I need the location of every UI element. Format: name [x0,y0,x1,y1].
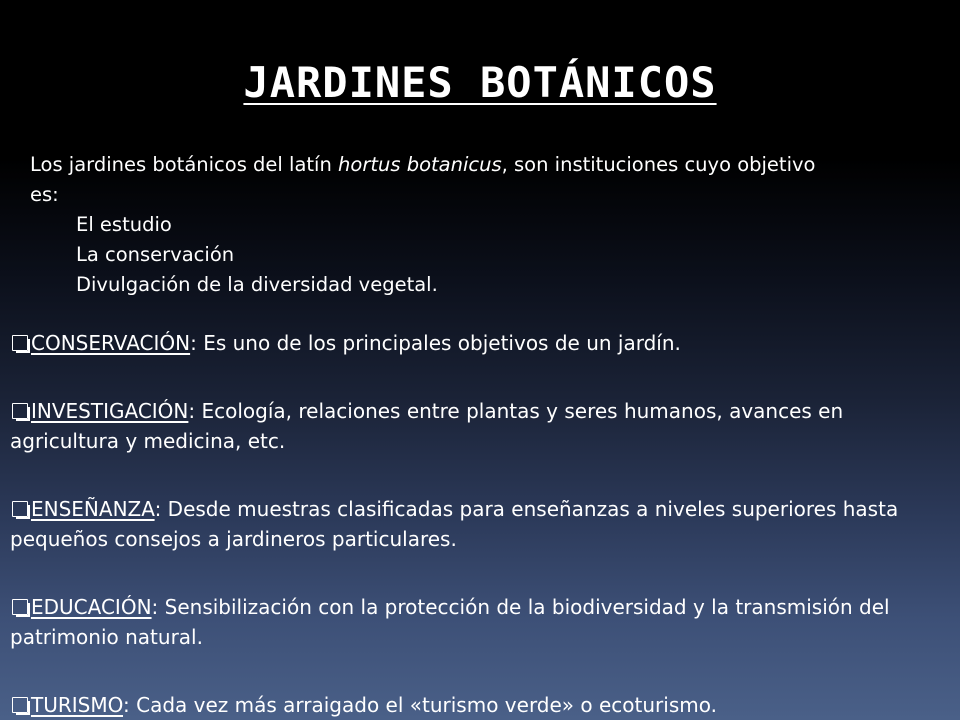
checkbox-square-icon [12,599,28,615]
checkbox-square-icon [12,403,28,419]
bullet-separator: : [188,399,196,423]
slide-title [0,58,960,107]
bullet-text: Ecología, relaciones entre plantas y seres humanos, avances en agricultura y medicina, etc. [10,399,844,453]
intro-list-item: Divulgación de la diversidad vegetal. [76,273,438,296]
intro-list [30,210,830,300]
bullet-keyword: CONSERVACIÓN [31,331,191,355]
intro-latin-term: hortus botanicus [338,153,502,176]
bullet-separator: : [190,331,197,355]
intro-text [30,150,830,210]
bullet-conservacion [10,328,940,358]
checkbox-square-icon [12,501,28,517]
slide-title-text: JARDINES BOTÁNICOS [243,58,717,107]
bullet-text: Sensibilización con la protección de la biodiversidad y la transmisión del patrimonio natural. [10,595,890,649]
bullet-text: Desde muestras clasificadas para enseñanzas a niveles superiores hasta pequeños consejos a jardineros particulares. [10,497,899,551]
bullet-text: Es uno de los principales objetivos de un jardín. [196,331,681,355]
bullet-keyword: INVESTIGACIÓN [31,399,189,423]
intro-text-end: , son instituciones cuyo objetivo es: [30,153,816,206]
bullet-separator: : [154,497,162,521]
bullet-keyword: TURISMO [31,693,123,717]
bullet-ensenanza [10,494,940,554]
bullet-separator: : [151,595,159,619]
bullet-keyword: ENSEÑANZA [31,497,155,521]
bullet-investigacion [10,396,940,456]
bullet-list [10,328,940,720]
intro-list-item: El estudio [76,213,172,236]
checkbox-square-icon [12,697,28,713]
intro-text-start: Los jardines botánicos del latín [30,153,339,176]
checkbox-square-icon [12,335,28,351]
bullet-separator: : [123,693,130,717]
bullet-turismo [10,690,940,720]
bullet-keyword: EDUCACIÓN [31,595,152,619]
intro-list-item: La conservación [76,243,235,266]
intro-paragraph [30,150,830,300]
bullet-educacion [10,592,940,652]
bullet-text: Cada vez más arraigado el «turismo verde» o ecoturismo. [129,693,717,717]
